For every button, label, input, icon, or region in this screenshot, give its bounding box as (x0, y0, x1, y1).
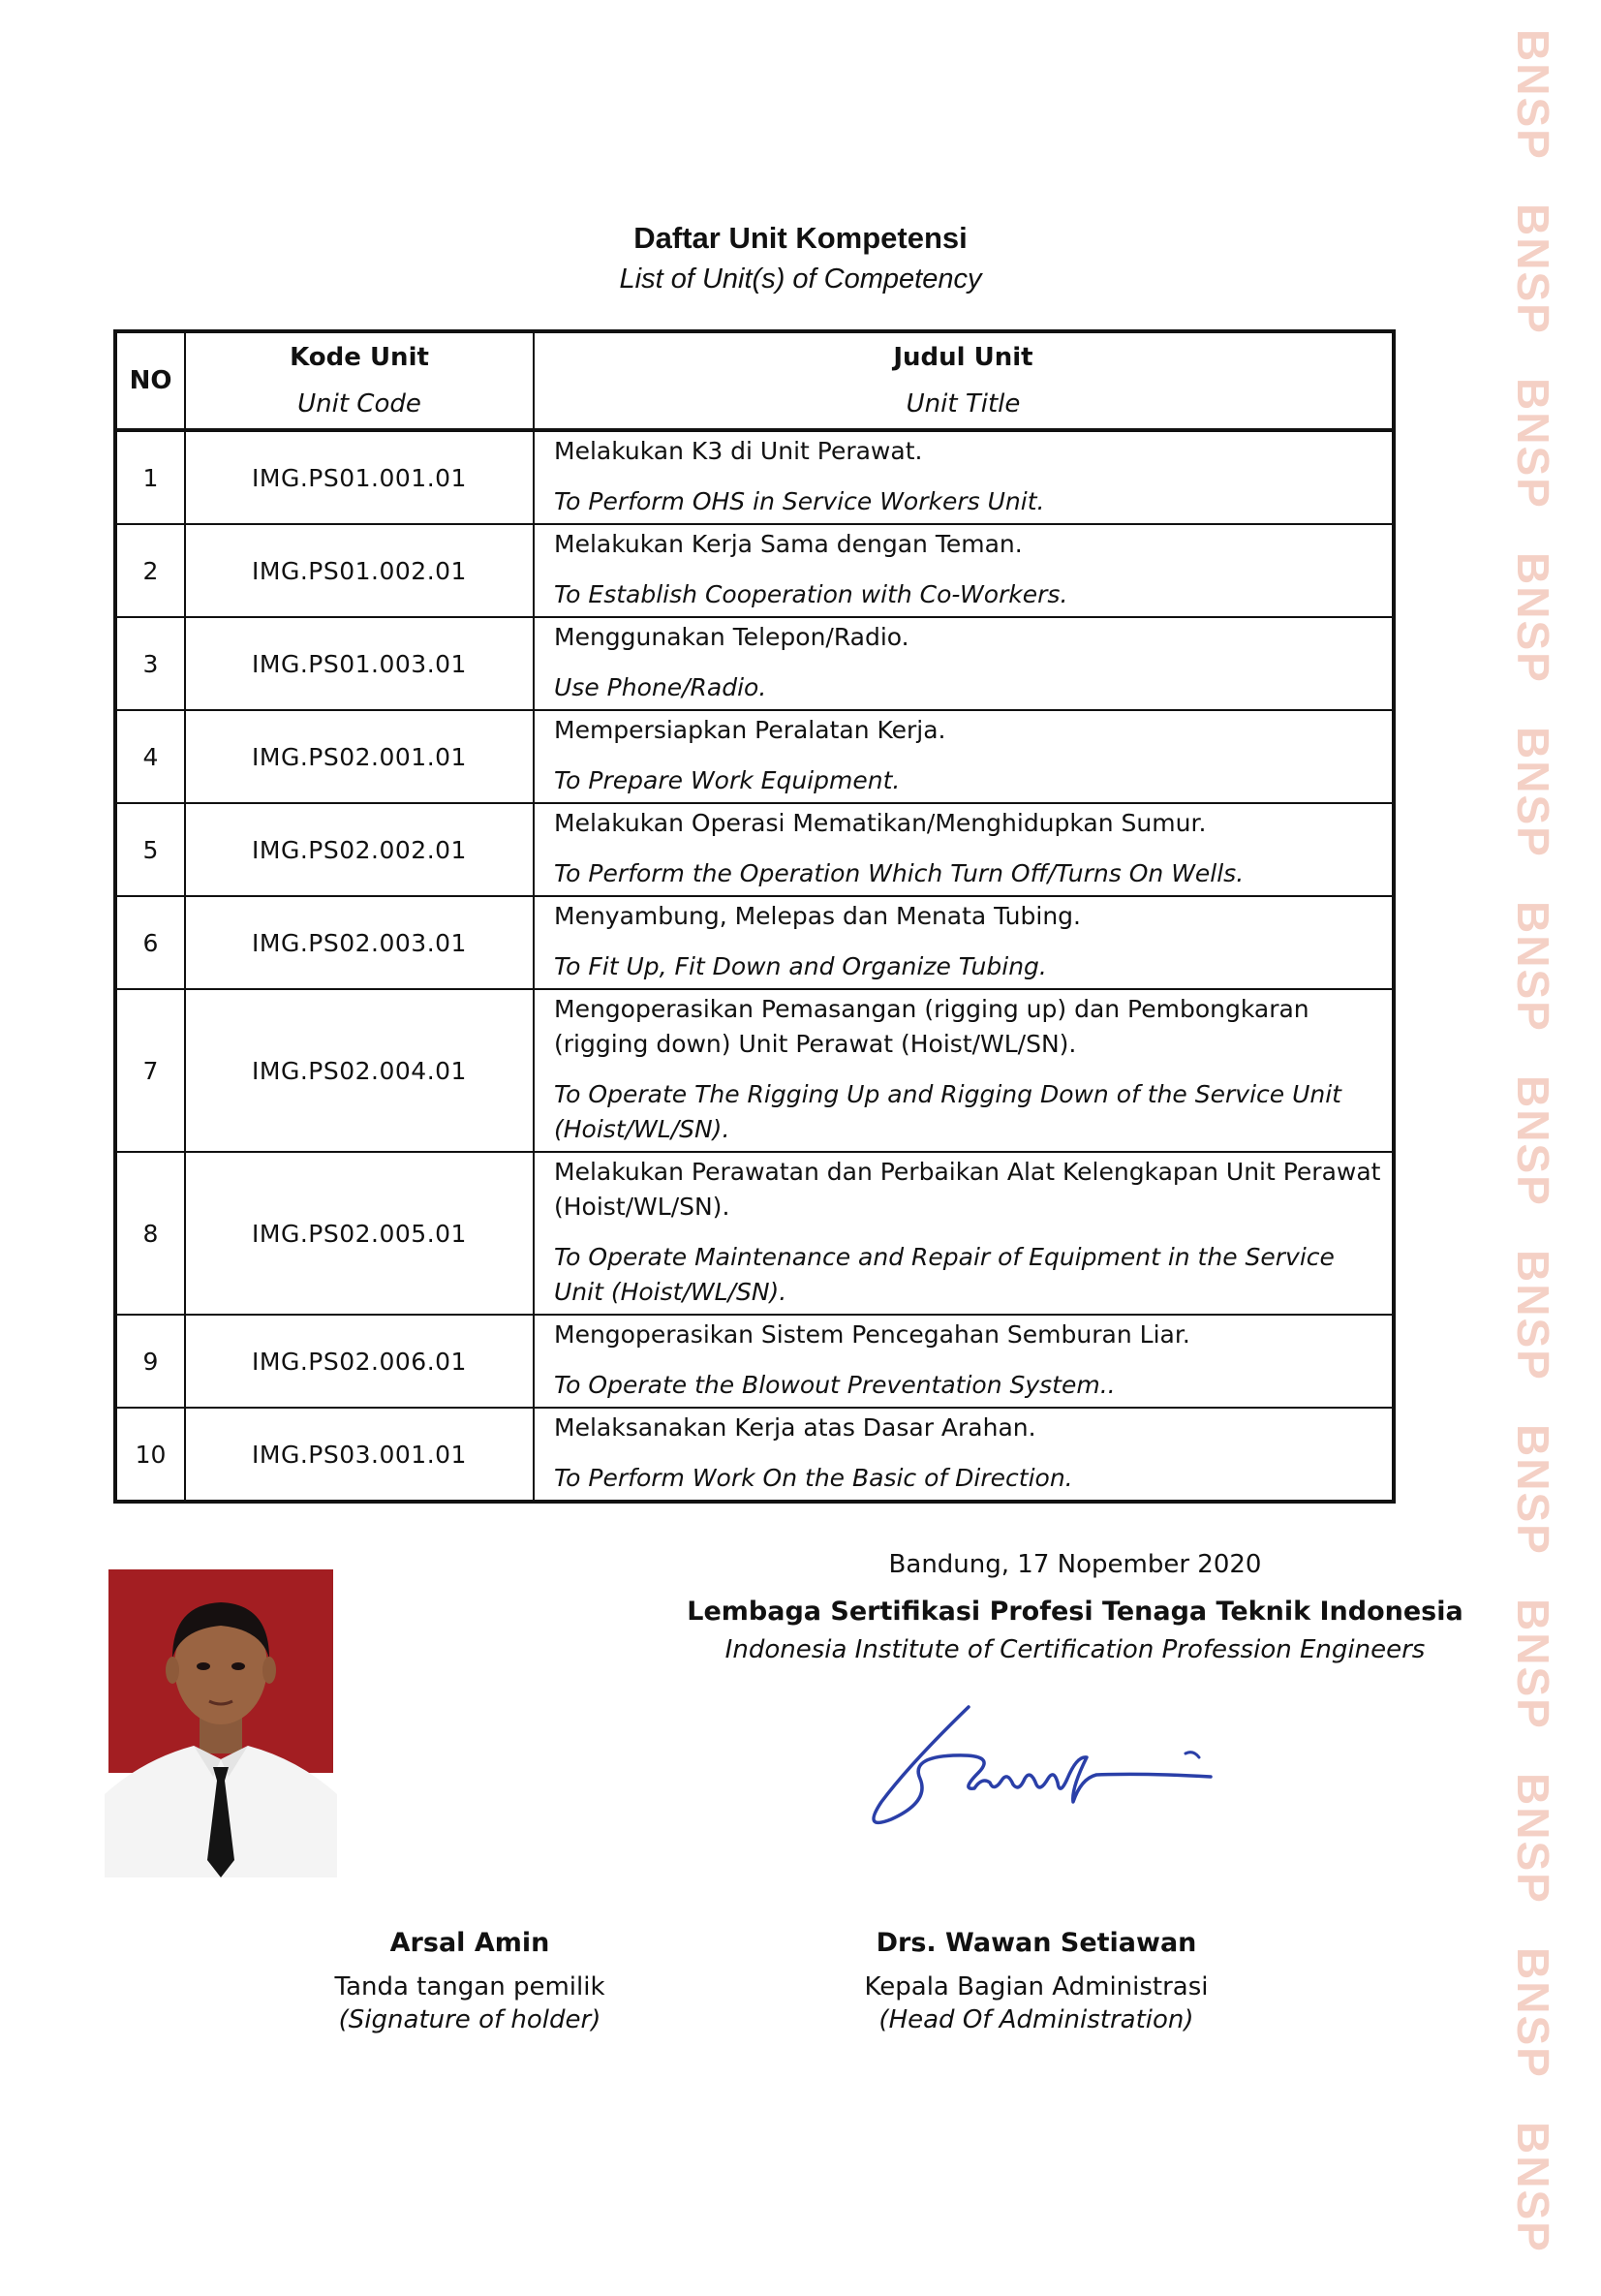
document-subtitle: List of Unit(s) of Competency (619, 264, 982, 295)
unit-title-id: Mengoperasikan Pemasangan (rigging up) dan Pembongkaran (rigging down) Unit Perawat (Hoist/WL/SN). (554, 995, 1309, 1058)
table-row (115, 617, 1394, 710)
unit-title-id: Melaksanakan Kerja atas Dasar Arahan. (554, 1413, 1036, 1442)
watermark-text: BNSP (1508, 552, 1558, 684)
signer-role-en: (Head Of Administration) (878, 2005, 1194, 2034)
holder-photo-image (105, 1569, 337, 1877)
document-title: Daftar Unit Kompetensi (633, 221, 968, 255)
unit-title (534, 989, 1394, 1152)
competency-units-table (113, 329, 1396, 1504)
holder-role-en: (Signature of holder) (338, 2005, 601, 2034)
table-row (115, 803, 1394, 896)
unit-title (534, 1408, 1394, 1502)
watermark-text: BNSP (1508, 1598, 1558, 1730)
handwritten-signature (852, 1695, 1220, 1841)
watermark-text: BNSP (1508, 1424, 1558, 1556)
unit-code: IMG.PS02.005.01 (185, 1152, 534, 1315)
table-row (115, 1152, 1394, 1315)
unit-code: IMG.PS01.002.01 (185, 524, 534, 617)
watermark-text: BNSP (1508, 727, 1558, 858)
holder-photo (105, 1569, 337, 1877)
unit-title-id: Menyambung, Melepas dan Menata Tubing. (554, 902, 1081, 930)
unit-title (534, 1152, 1394, 1315)
header-unit-code-en: Unit Code (297, 389, 421, 419)
unit-title-id: Melakukan Kerja Sama dengan Teman. (554, 530, 1023, 558)
header-no: NO (115, 331, 185, 430)
institution-name-en: Indonesia Institute of Certification Profession Engineers (724, 1635, 1426, 1664)
watermark-text: BNSP (1508, 1250, 1558, 1381)
table-row (115, 1315, 1394, 1408)
table-header-row (115, 331, 1394, 430)
table-row (115, 1408, 1394, 1502)
unit-code: IMG.PS01.003.01 (185, 617, 534, 710)
row-number: 7 (115, 989, 185, 1152)
row-number: 2 (115, 524, 185, 617)
unit-title-en: To Operate the Blowout Preventation System.. (554, 1371, 1116, 1399)
unit-code: IMG.PS02.001.01 (185, 710, 534, 803)
header-unit-title-id: Judul Unit (893, 343, 1033, 372)
unit-title-id: Mengoperasikan Sistem Pencegahan Semburan Liar. (554, 1320, 1190, 1349)
header-unit-code (185, 331, 534, 430)
signer-role: Kepala Bagian Administrasi (864, 1972, 1209, 2001)
unit-title-en: To Establish Cooperation with Co-Workers. (554, 580, 1068, 608)
header-unit-code-id: Kode Unit (290, 343, 429, 372)
unit-code: IMG.PS02.004.01 (185, 989, 534, 1152)
unit-title (534, 710, 1394, 803)
unit-title-en: To Perform the Operation Which Turn Off/Turns On Wells. (554, 859, 1245, 887)
unit-title-id: Melakukan Operasi Mematikan/Menghidupkan Sumur. (554, 809, 1207, 837)
unit-title-id: Mempersiapkan Peralatan Kerja. (554, 716, 946, 744)
row-number: 4 (115, 710, 185, 803)
unit-title (534, 1315, 1394, 1408)
unit-title-en: To Operate The Rigging Up and Rigging Down of the Service Unit (Hoist/WL/SN). (554, 1080, 1341, 1143)
signer-name: Drs. Wawan Setiawan (876, 1928, 1197, 1958)
row-number: 3 (115, 617, 185, 710)
header-unit-title-en: Unit Title (906, 389, 1021, 419)
unit-code: IMG.PS02.003.01 (185, 896, 534, 989)
table-row (115, 710, 1394, 803)
row-number: 1 (115, 430, 185, 524)
institution-name: Lembaga Sertifikasi Profesi Tenaga Teknik Indonesia (687, 1597, 1463, 1627)
unit-code: IMG.PS02.006.01 (185, 1315, 534, 1408)
holder-name: Arsal Amin (389, 1928, 550, 1958)
unit-title-en: To Perform Work On the Basic of Direction. (554, 1464, 1073, 1492)
table-row (115, 524, 1394, 617)
watermark-text: BNSP (1508, 1947, 1558, 2079)
table-row (115, 430, 1394, 524)
watermark-text: BNSP (1508, 1075, 1558, 1207)
unit-code: IMG.PS01.001.01 (185, 430, 534, 524)
row-number: 8 (115, 1152, 185, 1315)
bnsp-watermark-strip (1482, 0, 1569, 2264)
unit-title-en: To Fit Up, Fit Down and Organize Tubing. (554, 952, 1047, 980)
place-date: Bandung, 17 Nopember 2020 (888, 1550, 1262, 1579)
unit-title-en: To Operate Maintenance and Repair of Equipment in the Service Unit (Hoist/WL/SN). (554, 1243, 1335, 1306)
unit-title (534, 617, 1394, 710)
unit-title (534, 803, 1394, 896)
row-number: 10 (115, 1408, 185, 1502)
signature-image (852, 1695, 1220, 1841)
row-number: 9 (115, 1315, 185, 1408)
unit-code: IMG.PS02.002.01 (185, 803, 534, 896)
unit-code: IMG.PS03.001.01 (185, 1408, 534, 1502)
unit-title-id: Melakukan Perawatan dan Perbaikan Alat Kelengkapan Unit Perawat (Hoist/WL/SN). (554, 1158, 1381, 1221)
unit-title-id: Melakukan K3 di Unit Perawat. (554, 437, 923, 465)
watermark-text: BNSP (1508, 901, 1558, 1033)
unit-title-en: To Perform OHS in Service Workers Unit. (554, 487, 1045, 515)
unit-title-en: To Prepare Work Equipment. (554, 766, 901, 794)
watermark-text: BNSP (1508, 378, 1558, 510)
unit-title (534, 524, 1394, 617)
table-body (115, 430, 1394, 1502)
watermark-text: BNSP (1508, 1773, 1558, 1905)
header-unit-title (534, 331, 1394, 430)
unit-title-en: Use Phone/Radio. (554, 673, 767, 701)
unit-title (534, 896, 1394, 989)
holder-role: Tanda tangan pemilik (334, 1972, 605, 2001)
unit-title-id: Menggunakan Telepon/Radio. (554, 623, 909, 651)
watermark-text: BNSP (1508, 203, 1558, 335)
unit-title (534, 430, 1394, 524)
row-number: 6 (115, 896, 185, 989)
table-row (115, 989, 1394, 1152)
table-row (115, 896, 1394, 989)
row-number: 5 (115, 803, 185, 896)
watermark-text: BNSP (1508, 29, 1558, 161)
watermark-text: BNSP (1508, 2122, 1558, 2253)
